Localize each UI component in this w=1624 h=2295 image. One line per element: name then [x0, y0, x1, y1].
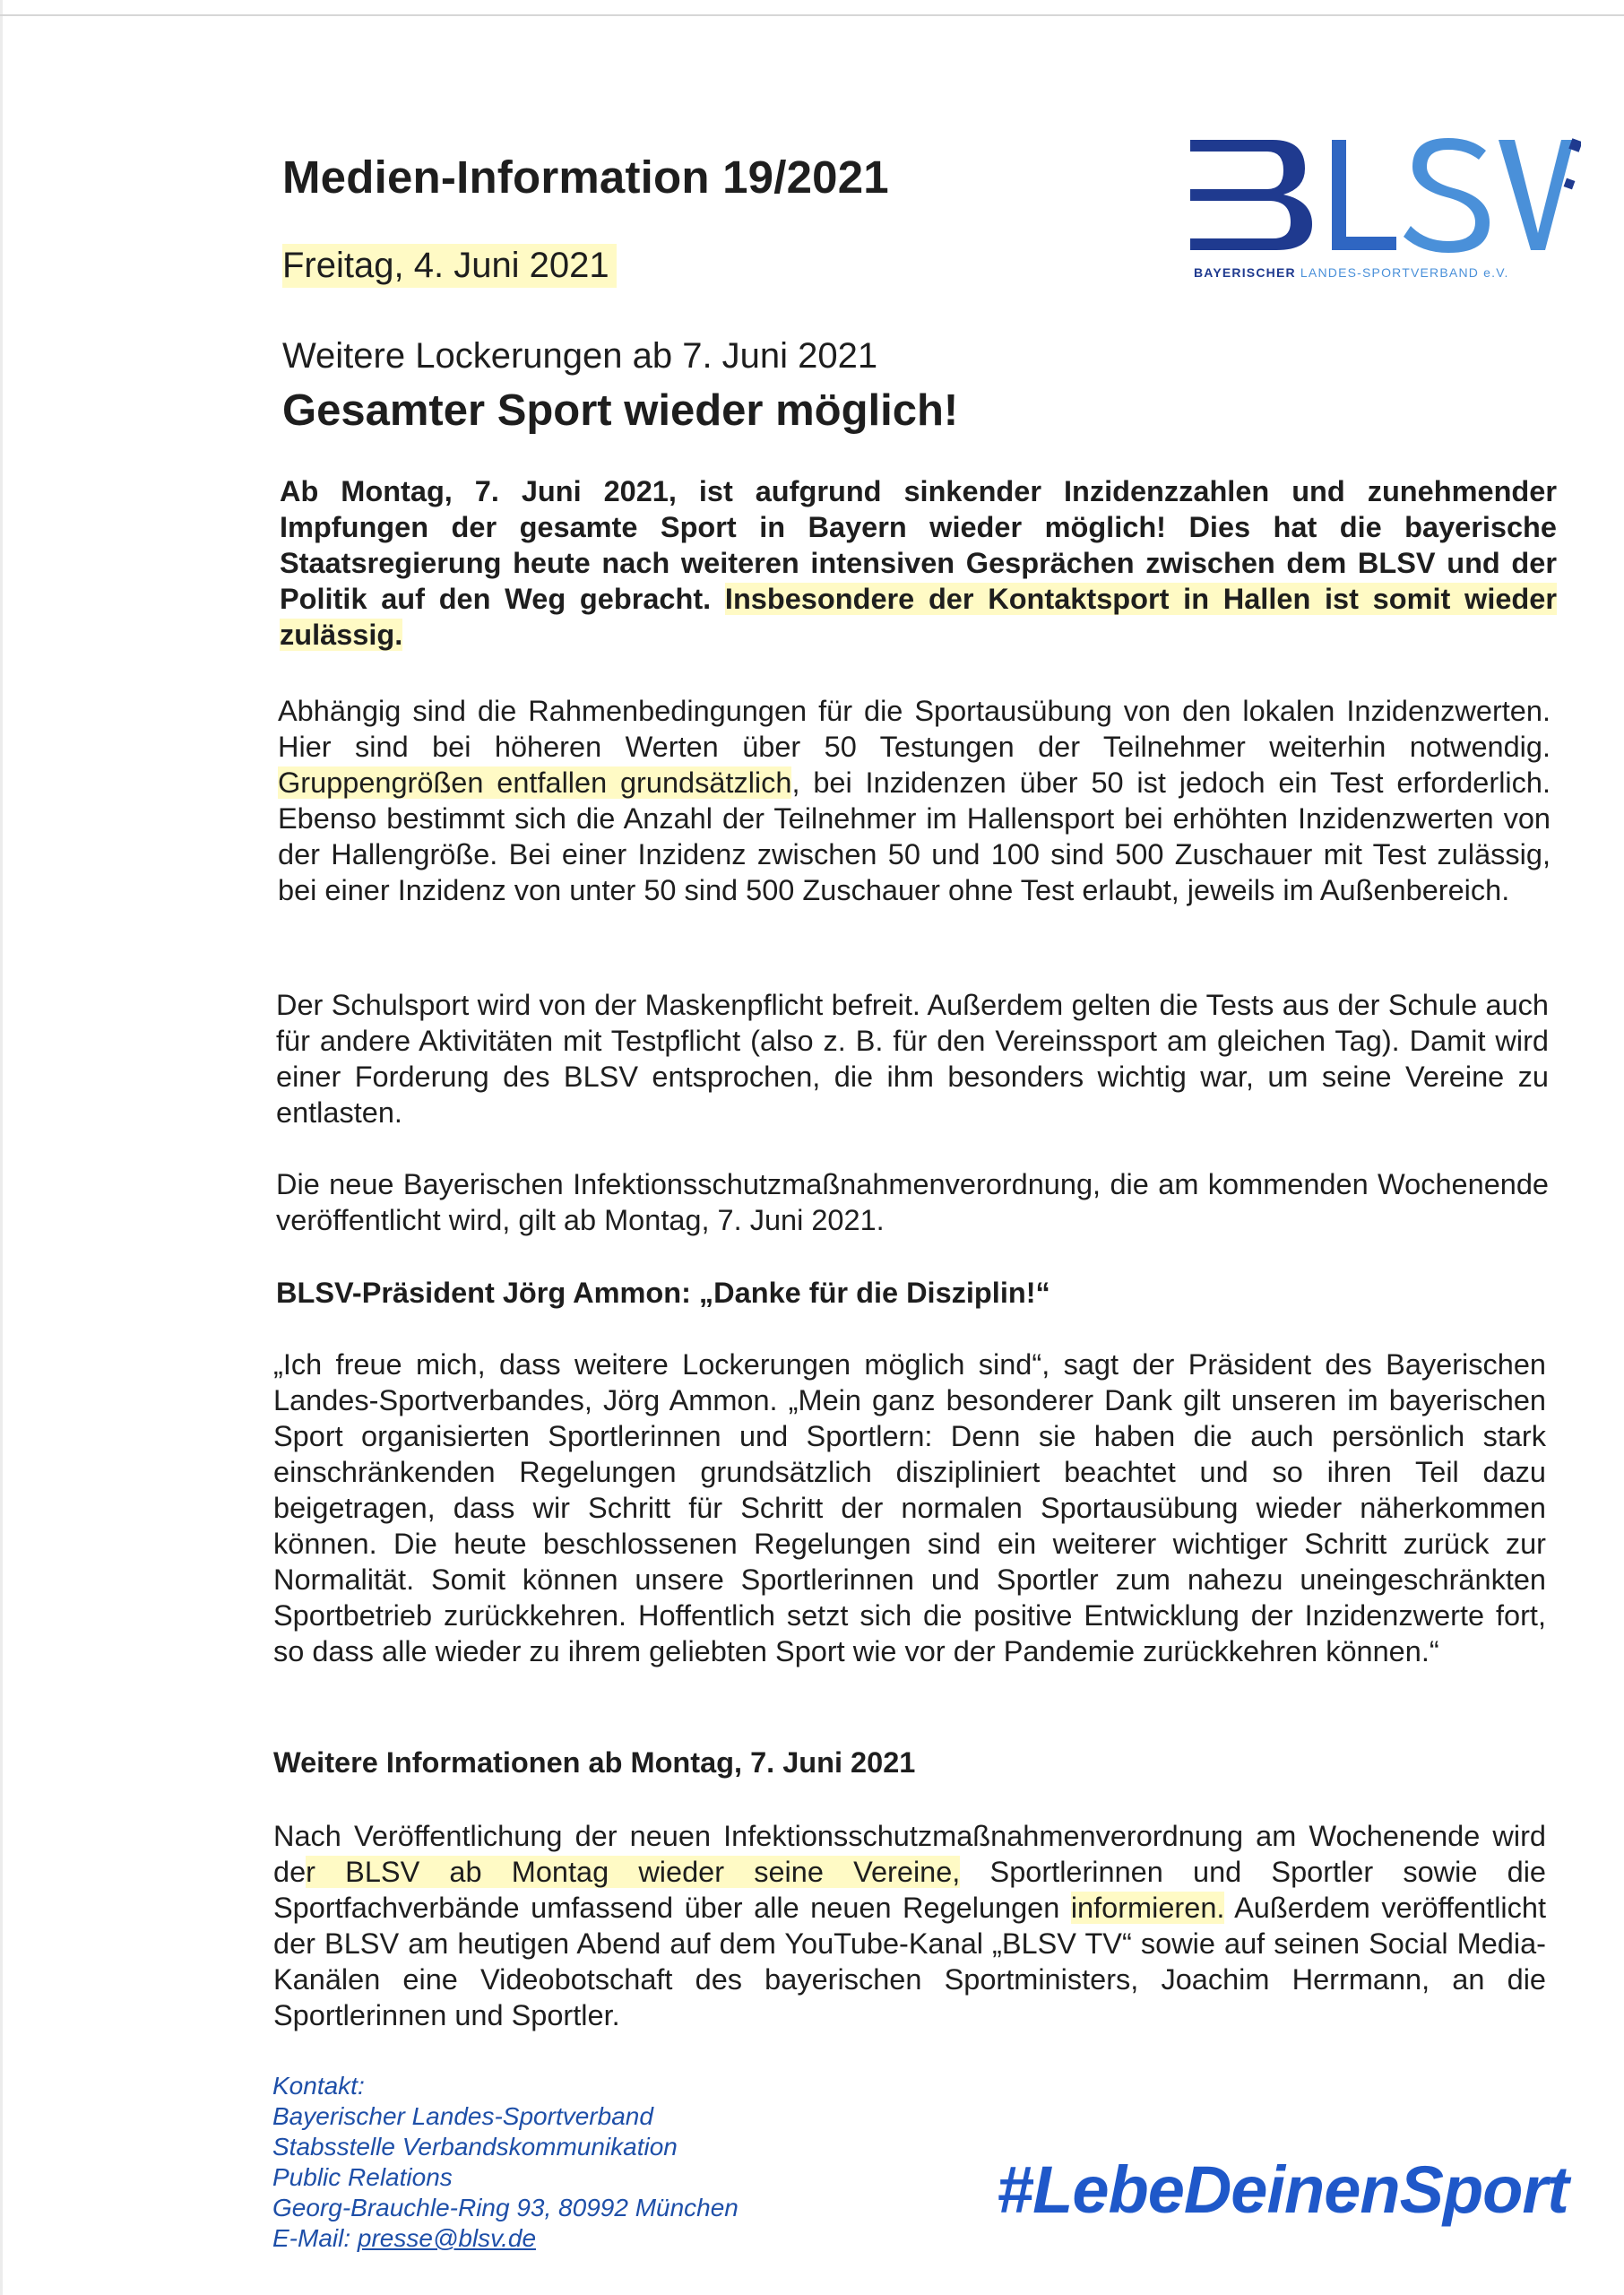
lead-highlight: Insbesondere der Kontaktsport in Hallen ist somit wieder zulässig.: [280, 583, 1557, 651]
highlight-blsv-vereine: r BLSV ab Montag wieder seine Vereine,: [306, 1856, 961, 1888]
paragraph-verordnung: Die neue Bayerischen Infektionsschutzmaßnahmenverordnung, die am kommenden Wochenende veröffentlicht wird, gilt ab Montag, 7. Juni 2021.: [276, 1168, 1549, 1236]
contact-email-line: E-Mail: presse@blsv.de: [272, 2224, 537, 2252]
paragraph-quote: „Ich freue mich, dass weitere Lockerungen möglich sind“, sagt der Präsident des Bayerischen Landes-Sportverbandes, Jörg Ammon. „Mein ganz besonderer Dank gilt unseren im bayerischen Sport organisierten Sportlerinnen und Sportlern: Denn sie haben die auch persönlich stark einschränkenden Regelungen grundsätzlich diszipliniert beachtet und so ihren Teil dazu beigetragen, dass wir Schritt für Schritt der normalen Sportausübung wieder näherkommen können. Die heute beschlossenen Regelungen sind ein weiterer wichtiger Schritt zurück zur Normalität. Somit können unsere Sportlerinnen und Sportler zum nahezu uneingeschränkten Sportbetrieb zurückkehren. Hoffentlich setzt sich die positive Entwicklung der Inzidenzwerte fort, so dass alle wieder zu ihrem geliebten Sport wie vor der Pandemie zurückkehren können.“: [273, 1348, 1546, 1667]
scan-edge: [0, 0, 3, 2295]
highlight-gruppengroessen: Gruppengrößen entfallen grundsätzlich: [278, 766, 792, 799]
contact-address: Georg-Brauchle-Ring 93, 80992 München: [272, 2194, 739, 2221]
lead-paragraph: Ab Montag, 7. Juni 2021, ist aufgrund sinkender Inzidenzzahlen und zunehmender Impfungen der gesamte Sport in Bayern wieder möglich! Dies hat die bayerische Staatsregierung heute nach weiteren intensiven Gesprächen zwischen dem BLSV und der Politik auf den Weg gebracht. Insbesondere der Kontaktsport in Hallen ist somit wieder zulässig.: [280, 475, 1557, 651]
highlight-informieren: informieren.: [1070, 1892, 1225, 1924]
hashtag-slogan: #LebeDeinenSport: [997, 2152, 1568, 2227]
email-link[interactable]: presse@blsv.de: [357, 2224, 537, 2252]
article-headline: Gesamter Sport wieder möglich!: [282, 386, 959, 435]
document-date: Freitag, 4. Juni 2021: [282, 244, 617, 288]
subheading-praesident: BLSV-Präsident Jörg Ammon: „Danke für die Disziplin!“: [276, 1277, 1050, 1309]
contact-label: Kontakt:: [272, 2072, 365, 2100]
document-title: Medien-Information 19/2021: [282, 152, 889, 203]
contact-org: Bayerischer Landes-Sportverband: [272, 2102, 653, 2130]
scan-border-line: [0, 14, 1624, 16]
blsv-logo-mark: [1190, 133, 1581, 258]
contact-unit: Public Relations: [272, 2163, 453, 2191]
logo-subtitle: BAYERISCHER LANDES-SPORTVERBAND e.V.: [1194, 265, 1509, 280]
blsv-logo: [1190, 133, 1581, 285]
paragraph-rahmenbedingungen: Abhängig sind die Rahmenbedingungen für die Sportausübung von den lokalen Inzidenzwerten. Hier sind bei höheren Werten über 50 Testungen der Teilnehmer weiterhin notwendig. Gruppengrößen entfallen grundsätzlich, bei Inzidenzen über 50 ist jedoch ein Test erforderlich. Ebenso bestimmt sich die Anzahl der Teilnehmer im Hallensport bei erhöhten Inzidenzwerten von der Hallengröße. Bei einer Inzidenz zwischen 50 und 100 sind 500 Zuschauer mit Test zulässig, bei einer Inzidenz von unter 50 sind 500 Zuschauer ohne Test erlaubt, jeweils im Außenbereich.: [278, 695, 1551, 906]
paragraph-informationen: Nach Veröffentlichung der neuen Infektionsschutzmaßnahmenverordnung am Wochenende wird der BLSV ab Montag wieder seine Vereine, Sportlerinnen und Sportler sowie die Sportfachverbände umfassend über alle neuen Regelungen informieren. Außerdem veröffentlicht der BLSV am heutigen Abend auf dem YouTube-Kanal „BLSV TV“ sowie auf seinen Social Media-Kanälen eine Videobotschaft des bayerischen Sportministers, Joachim Herrmann, an die Sportlerinnen und Sportler.: [273, 1820, 1546, 2031]
subheading-weitere-informationen: Weitere Informationen ab Montag, 7. Juni 2021: [273, 1746, 916, 1779]
contact-block: [272, 2071, 739, 2254]
paragraph-schulsport: Der Schulsport wird von der Maskenpflicht befreit. Außerdem gelten die Tests aus der Schule auch für andere Aktivitäten mit Testpflicht (also z. B. für den Vereinssport am gleichen Tag). Damit wird einer Forderung des BLSV entsprochen, die ihm besonders wichtig war, um seine Vereine zu entlasten.: [276, 989, 1549, 1129]
article-kicker: Weitere Lockerungen ab 7. Juni 2021: [282, 336, 878, 376]
contact-dept: Stabsstelle Verbandskommunikation: [272, 2133, 678, 2161]
